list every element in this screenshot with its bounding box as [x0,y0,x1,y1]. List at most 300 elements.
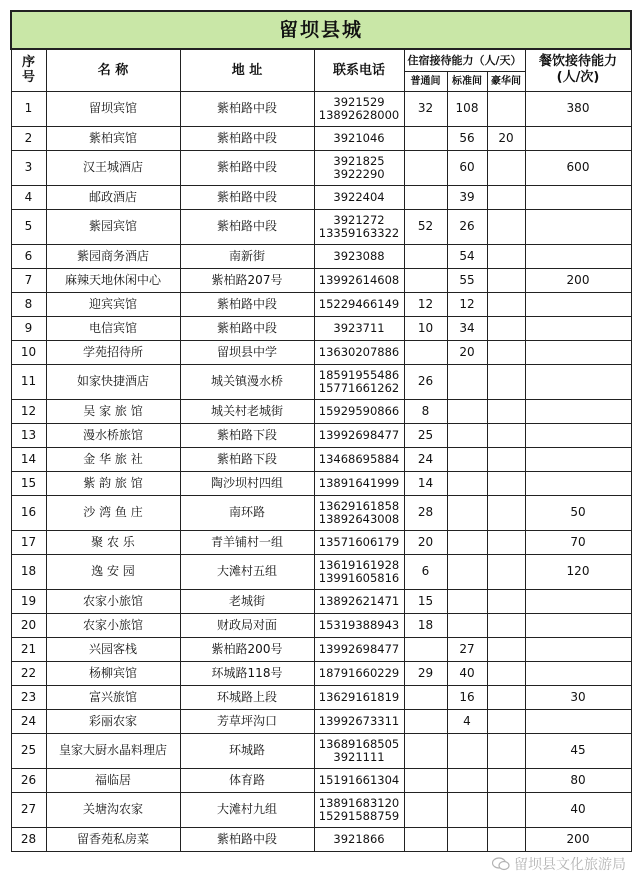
row-dining: 200 [525,268,631,292]
table-row [11,185,631,209]
row-ordinary-room: 26 [404,364,447,399]
row-standard-room: 26 [447,209,487,244]
phone-number: 13992614608 [318,272,400,287]
phone-number: 13629161819 [318,689,400,704]
row-standard-room: 12 [447,292,487,316]
lodging-table-sheet [10,10,630,852]
row-deluxe-room [487,209,525,244]
phone-number: 13619161928 [318,557,400,572]
row-address: 紫柏路中段 [180,126,314,150]
phone-number: 15929590866 [318,403,400,418]
row-deluxe-room [487,827,525,851]
row-name: 聚 农 乐 [46,530,180,554]
row-address: 环城路 [180,733,314,768]
row-index: 18 [11,554,46,589]
row-index: 12 [11,399,46,423]
row-standard-room: 39 [447,185,487,209]
table-row [11,399,631,423]
row-name: 关塘沟农家 [46,792,180,827]
row-ordinary-room: 18 [404,613,447,637]
row-address: 城关镇漫水桥 [180,364,314,399]
row-name: 麻辣天地休闲中心 [46,268,180,292]
row-deluxe-room: 20 [487,126,525,150]
table-row [11,709,631,733]
row-phone [314,637,404,661]
row-ordinary-room [404,733,447,768]
row-deluxe-room [487,244,525,268]
row-standard-room [447,733,487,768]
row-deluxe-room [487,637,525,661]
row-dining [525,613,631,637]
row-address: 紫柏路中段 [180,150,314,185]
row-index: 15 [11,471,46,495]
row-index: 20 [11,613,46,637]
row-deluxe-room [487,589,525,613]
phone-number: 13992698477 [318,641,400,656]
row-address: 大滩村九组 [180,792,314,827]
phone-number: 3921046 [333,130,385,145]
row-address: 财政局对面 [180,613,314,637]
phone-number: 13992673311 [318,713,400,728]
row-deluxe-room [487,661,525,685]
lodging-table [10,10,632,852]
row-index: 10 [11,340,46,364]
row-standard-room [447,589,487,613]
watermark [492,854,626,874]
row-name: 兴园客栈 [46,637,180,661]
header-dining: 餐饮接待能力(人/次) [525,49,631,91]
row-name: 农家小旅馆 [46,613,180,637]
row-standard-room: 40 [447,661,487,685]
row-dining: 40 [525,792,631,827]
row-name: 吴 家 旅 馆 [46,399,180,423]
row-standard-room: 4 [447,709,487,733]
phone-number: 3923088 [333,248,385,263]
row-index: 28 [11,827,46,851]
row-standard-room [447,399,487,423]
row-phone [314,447,404,471]
row-index: 11 [11,364,46,399]
row-phone [314,268,404,292]
row-standard-room: 20 [447,340,487,364]
row-standard-room [447,554,487,589]
row-name: 留香苑私房菜 [46,827,180,851]
row-ordinary-room [404,340,447,364]
table-row [11,292,631,316]
header-name: 名 称 [46,49,180,91]
table-row [11,613,631,637]
phone-number: 3921825 [333,153,385,168]
watermark-text: 留坝县文化旅游局 [514,857,626,873]
wechat-icon [492,857,510,871]
row-deluxe-room [487,185,525,209]
row-deluxe-room [487,150,525,185]
row-phone [314,209,404,244]
row-phone [314,589,404,613]
row-standard-room: 108 [447,91,487,126]
header-ordinary-room: 普通间 [404,71,447,91]
row-name: 紫柏宾馆 [46,126,180,150]
row-ordinary-room [404,150,447,185]
row-phone [314,292,404,316]
row-phone [314,768,404,792]
row-address: 城关村老城街 [180,399,314,423]
row-name: 逸 安 园 [46,554,180,589]
row-index: 22 [11,661,46,685]
row-phone [314,340,404,364]
row-index: 9 [11,316,46,340]
row-index: 13 [11,423,46,447]
row-deluxe-room [487,530,525,554]
row-deluxe-room [487,316,525,340]
header-lodging-group: 住宿接待能力（人/天） [404,49,525,71]
row-name: 金 华 旅 社 [46,447,180,471]
row-standard-room [447,471,487,495]
table-row [11,423,631,447]
row-ordinary-room [404,637,447,661]
row-dining [525,709,631,733]
row-index: 27 [11,792,46,827]
row-ordinary-room: 25 [404,423,447,447]
row-phone [314,733,404,768]
row-phone [314,471,404,495]
row-dining [525,471,631,495]
row-address: 紫柏路中段 [180,91,314,126]
row-name: 汉王城酒店 [46,150,180,185]
row-phone [314,399,404,423]
row-index: 16 [11,495,46,530]
phone-number: 13891641999 [318,475,400,490]
phone-number: 13630207886 [318,344,400,359]
row-ordinary-room [404,827,447,851]
table-row [11,554,631,589]
row-address: 芳草坪沟口 [180,709,314,733]
row-address: 留坝县中学 [180,340,314,364]
row-dining [525,316,631,340]
row-standard-room: 27 [447,637,487,661]
row-ordinary-room: 15 [404,589,447,613]
row-address: 陶沙坝村四组 [180,471,314,495]
row-name: 留坝宾馆 [46,91,180,126]
table-row [11,209,631,244]
phone-number: 13359163322 [318,225,400,240]
row-phone [314,495,404,530]
row-deluxe-room [487,471,525,495]
row-phone [314,613,404,637]
row-deluxe-room [487,685,525,709]
row-name: 电信宾馆 [46,316,180,340]
row-dining [525,185,631,209]
row-address: 紫柏路中段 [180,209,314,244]
row-ordinary-room [404,685,447,709]
row-dining: 600 [525,150,631,185]
phone-number: 15319388943 [318,617,400,632]
phone-number: 13892621471 [318,593,400,608]
row-name: 皇家大厨水晶料理店 [46,733,180,768]
row-deluxe-room [487,709,525,733]
row-dining: 380 [525,91,631,126]
row-standard-room: 60 [447,150,487,185]
phone-number: 3922404 [333,189,385,204]
row-ordinary-room: 14 [404,471,447,495]
table-row [11,244,631,268]
row-ordinary-room [404,709,447,733]
row-address: 环城路118号 [180,661,314,685]
row-standard-room [447,530,487,554]
row-dining [525,209,631,244]
row-deluxe-room [487,91,525,126]
row-address: 紫柏路207号 [180,268,314,292]
phone-number: 13891683120 [318,795,400,810]
row-phone [314,709,404,733]
table-row [11,364,631,399]
row-phone [314,554,404,589]
table-row [11,733,631,768]
row-phone [314,126,404,150]
row-dining [525,637,631,661]
row-name: 学苑招待所 [46,340,180,364]
row-ordinary-room [404,792,447,827]
row-address: 紫柏路下段 [180,447,314,471]
row-deluxe-room [487,340,525,364]
row-ordinary-room [404,268,447,292]
table-row [11,637,631,661]
row-deluxe-room [487,292,525,316]
row-ordinary-room: 52 [404,209,447,244]
row-dining: 45 [525,733,631,768]
row-dining: 70 [525,530,631,554]
row-standard-room [447,495,487,530]
row-phone [314,316,404,340]
row-ordinary-room: 8 [404,399,447,423]
row-dining: 200 [525,827,631,851]
table-row [11,471,631,495]
row-name: 紫园商务酒店 [46,244,180,268]
row-phone [314,827,404,851]
phone-number: 3922290 [333,166,385,181]
row-ordinary-room [404,126,447,150]
header-standard-room: 标准间 [447,71,487,91]
row-standard-room [447,613,487,637]
table-row [11,589,631,613]
header-address: 地 址 [180,49,314,91]
row-ordinary-room: 24 [404,447,447,471]
row-ordinary-room [404,185,447,209]
row-dining: 30 [525,685,631,709]
phone-number: 3923711 [333,320,385,335]
row-name: 如家快捷酒店 [46,364,180,399]
row-phone [314,364,404,399]
row-name: 沙 湾 鱼 庄 [46,495,180,530]
table-row [11,827,631,851]
row-address: 紫柏路中段 [180,827,314,851]
row-deluxe-room [487,768,525,792]
table-row [11,316,631,340]
row-dining [525,340,631,364]
row-deluxe-room [487,554,525,589]
table-row [11,495,631,530]
row-phone [314,91,404,126]
phone-number: 18591955486 [318,367,400,382]
row-index: 3 [11,150,46,185]
row-dining [525,399,631,423]
row-index: 5 [11,209,46,244]
row-dining [525,423,631,447]
row-name: 迎宾宾馆 [46,292,180,316]
table-body [11,91,631,851]
row-address: 青羊铺村一组 [180,530,314,554]
phone-number: 18791660229 [318,665,400,680]
row-index: 14 [11,447,46,471]
row-phone [314,423,404,447]
row-dining [525,244,631,268]
row-name: 紫 韵 旅 馆 [46,471,180,495]
phone-number: 15291588759 [318,808,400,823]
row-name: 富兴旅馆 [46,685,180,709]
row-index: 8 [11,292,46,316]
table-row [11,661,631,685]
row-standard-room: 16 [447,685,487,709]
table-row [11,768,631,792]
row-ordinary-room: 12 [404,292,447,316]
row-index: 1 [11,91,46,126]
row-phone [314,792,404,827]
row-dining [525,126,631,150]
row-name: 紫园宾馆 [46,209,180,244]
row-phone [314,685,404,709]
row-deluxe-room [487,447,525,471]
table-row [11,91,631,126]
row-dining: 80 [525,768,631,792]
row-dining [525,292,631,316]
row-standard-room: 34 [447,316,487,340]
row-address: 紫柏路中段 [180,292,314,316]
table-row [11,685,631,709]
table-row [11,792,631,827]
phone-number: 3921272 [333,212,385,227]
row-standard-room: 54 [447,244,487,268]
row-phone [314,150,404,185]
row-index: 7 [11,268,46,292]
table-row [11,340,631,364]
row-address: 老城街 [180,589,314,613]
row-index: 24 [11,709,46,733]
row-standard-room [447,423,487,447]
row-index: 2 [11,126,46,150]
row-ordinary-room: 20 [404,530,447,554]
table-row [11,150,631,185]
row-index: 6 [11,244,46,268]
row-dining [525,589,631,613]
row-dining [525,364,631,399]
row-name: 彩丽农家 [46,709,180,733]
row-dining: 120 [525,554,631,589]
row-phone [314,530,404,554]
phone-number: 15191661304 [318,772,400,787]
row-index: 19 [11,589,46,613]
row-address: 南环路 [180,495,314,530]
row-address: 南新街 [180,244,314,268]
row-ordinary-room: 10 [404,316,447,340]
row-standard-room [447,792,487,827]
row-deluxe-room [487,792,525,827]
row-standard-room: 55 [447,268,487,292]
row-ordinary-room: 6 [404,554,447,589]
row-index: 17 [11,530,46,554]
row-ordinary-room: 32 [404,91,447,126]
row-deluxe-room [487,733,525,768]
row-standard-room: 56 [447,126,487,150]
row-deluxe-room [487,364,525,399]
table-title: 留坝县城 [11,11,631,49]
row-ordinary-room: 29 [404,661,447,685]
row-standard-room [447,768,487,792]
row-standard-room [447,827,487,851]
row-phone [314,661,404,685]
table-row [11,126,631,150]
row-index: 23 [11,685,46,709]
row-address: 紫柏路下段 [180,423,314,447]
phone-number: 13629161858 [318,498,400,513]
phone-number: 13892628000 [318,107,400,122]
table-row [11,268,631,292]
row-address: 紫柏路中段 [180,185,314,209]
row-ordinary-room [404,244,447,268]
row-name: 邮政酒店 [46,185,180,209]
row-deluxe-room [487,613,525,637]
row-dining [525,661,631,685]
row-name: 农家小旅馆 [46,589,180,613]
row-deluxe-room [487,399,525,423]
table-row [11,447,631,471]
row-name: 漫水桥旅馆 [46,423,180,447]
row-index: 21 [11,637,46,661]
row-address: 大滩村五组 [180,554,314,589]
phone-number: 13689168505 [318,736,400,751]
header-phone: 联系电话 [314,49,404,91]
row-standard-room [447,447,487,471]
row-address: 紫柏路200号 [180,637,314,661]
row-name: 杨柳宾馆 [46,661,180,685]
phone-number: 15229466149 [318,296,400,311]
phone-number: 3921111 [333,749,385,764]
row-ordinary-room: 28 [404,495,447,530]
row-index: 4 [11,185,46,209]
phone-number: 13571606179 [318,534,400,549]
row-address: 环城路上段 [180,685,314,709]
phone-number: 13991605816 [318,570,400,585]
row-phone [314,185,404,209]
row-ordinary-room [404,768,447,792]
phone-number: 13892643008 [318,511,400,526]
row-index: 26 [11,768,46,792]
row-deluxe-room [487,268,525,292]
row-address: 体育路 [180,768,314,792]
phone-number: 13468695884 [318,451,400,466]
header-index: 序号 [11,49,46,91]
row-deluxe-room [487,423,525,447]
phone-number: 3921529 [333,94,385,109]
row-name: 福临居 [46,768,180,792]
row-deluxe-room [487,495,525,530]
phone-number: 3921866 [333,831,385,846]
row-dining: 50 [525,495,631,530]
phone-number: 15771661262 [318,380,400,395]
phone-number: 13992698477 [318,427,400,442]
header-deluxe-room: 豪华间 [487,71,525,91]
row-standard-room [447,364,487,399]
table-row [11,530,631,554]
